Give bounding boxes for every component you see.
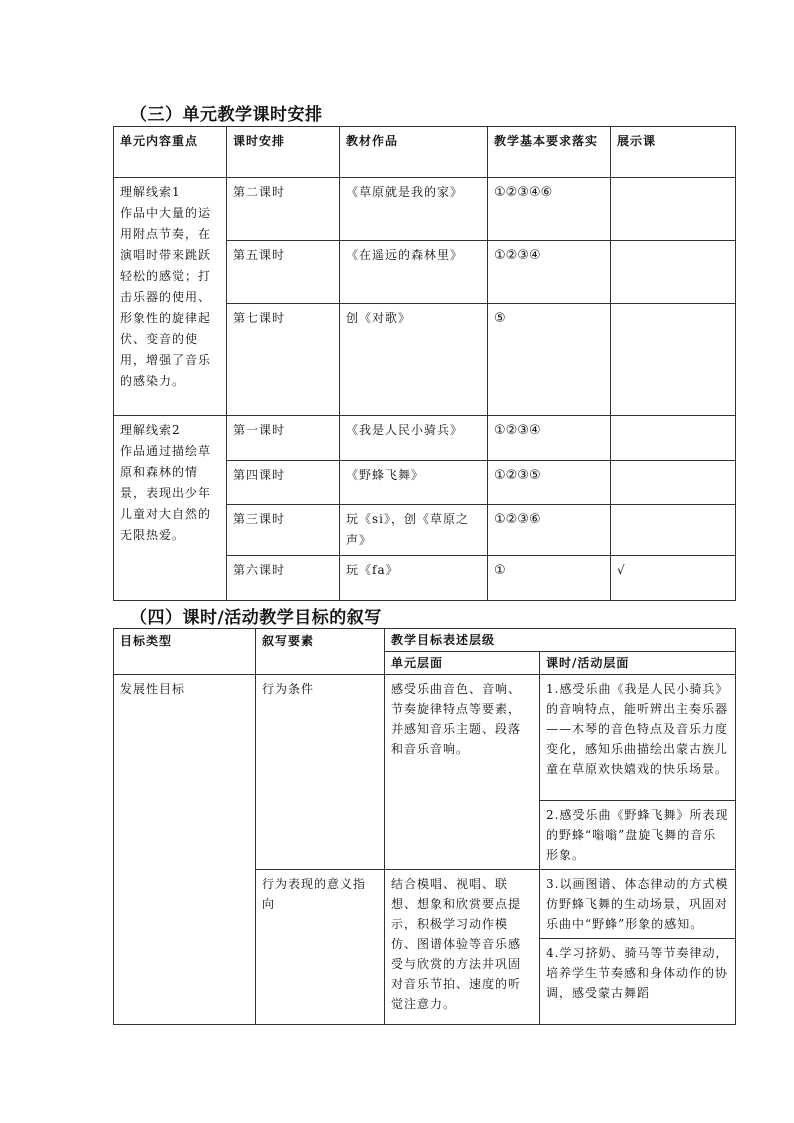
work-cell: 玩《si》，创《草原之声》 xyxy=(340,505,488,556)
lesson-level-cell: 4.学习挤奶、骑马等节奏律动，培养学生节奏感和身体动作的协调，感受蒙古舞蹈 xyxy=(540,939,736,1025)
schedule-table xyxy=(113,126,736,601)
element-cell: 行为表现的意义指向 xyxy=(256,870,385,1025)
showcase-cell xyxy=(611,304,736,416)
period-cell: 第七课时 xyxy=(227,304,340,416)
work-cell: 玩《fa》 xyxy=(340,556,488,601)
objectives-table xyxy=(113,628,736,1025)
showcase-cell: √ xyxy=(611,556,736,601)
focus-cell-2: 理解线索2 作品通过描绘草原和森林的情景，表现出少年儿童对大自然的无限热爱。 xyxy=(114,416,227,601)
requirement-cell: ①②③⑥ xyxy=(488,505,611,556)
work-cell: 《在遥远的森林里》 xyxy=(340,241,488,304)
lesson-level-cell: 2.感受乐曲《野蜂飞舞》所表现的野蜂“嗡嗡”盘旋飞舞的音乐形象。 xyxy=(540,801,736,870)
requirement-cell: ①②③④ xyxy=(488,241,611,304)
section3-title: （三）单元教学课时安排 xyxy=(130,105,323,125)
requirement-cell: ①②③④ xyxy=(488,416,611,461)
requirement-cell: ① xyxy=(488,556,611,601)
unit-level-cell: 结合模唱、视唱、联想、想象和欣赏要点提示，积极学习动作模仿、图谱体验等音乐感受与欣赏的方法并巩固对音乐节拍、速度的听觉注意力。 xyxy=(385,870,540,1025)
requirement-cell: ⑤ xyxy=(488,304,611,416)
header-elements: 叙写要素 xyxy=(256,629,385,675)
showcase-cell xyxy=(611,241,736,304)
goal-type-cell: 发展性目标 xyxy=(114,675,256,1025)
header-lesson-level: 课时/活动层面 xyxy=(540,652,736,675)
requirement-cell: ①②③⑤ xyxy=(488,461,611,505)
period-cell: 第五课时 xyxy=(227,241,340,304)
showcase-cell xyxy=(611,416,736,461)
header-unit-level: 单元层面 xyxy=(385,652,540,675)
period-cell: 第四课时 xyxy=(227,461,340,505)
period-cell: 第一课时 xyxy=(227,416,340,461)
lesson-level-cell: 3.以画图谱、体态律动的方式模仿野蜂飞舞的生动场景，巩固对乐曲中“野蜂”形象的感知。 xyxy=(540,870,736,939)
header-focus: 单元内容重点 xyxy=(114,127,227,178)
unit-level-cell: 感受乐曲音色、音响、节奏旋律特点等要素，并感知音乐主题、段落和音乐音响。 xyxy=(385,675,540,870)
showcase-cell xyxy=(611,461,736,505)
work-cell: 创《对歌》 xyxy=(340,304,488,416)
showcase-cell xyxy=(611,178,736,241)
header-showcase: 展示课 xyxy=(611,127,736,178)
showcase-cell xyxy=(611,505,736,556)
header-period: 课时安排 xyxy=(227,127,340,178)
requirement-cell: ①②③④⑥ xyxy=(488,178,611,241)
section4-title: （四）课时/活动教学目标的叙写 xyxy=(130,608,382,628)
period-cell: 第六课时 xyxy=(227,556,340,601)
header-requirement: 教学基本要求落实 xyxy=(488,127,611,178)
element-cell: 行为条件 xyxy=(256,675,385,870)
work-cell: 《野蜂飞舞》 xyxy=(340,461,488,505)
header-work: 教材作品 xyxy=(340,127,488,178)
lesson-level-cell: 1.感受乐曲《我是人民小骑兵》的音响特点，能听辨出主奏乐器——木琴的音色特点及音乐力度变化，感知乐曲描绘出蒙古族儿童在草原欢快嬉戏的快乐场景。 xyxy=(540,675,736,801)
period-cell: 第二课时 xyxy=(227,178,340,241)
header-goal-type: 目标类型 xyxy=(114,629,256,675)
focus-cell-1: 理解线索1 作品中大量的运用附点节奏，在演唱时带来跳跃轻松的感觉；打击乐器的使用、形象性的旋律起伏、变音的使用，增强了音乐的感染力。 xyxy=(114,178,227,416)
period-cell: 第三课时 xyxy=(227,505,340,556)
work-cell: 《我是人民小骑兵》 xyxy=(340,416,488,461)
work-cell: 《草原就是我的家》 xyxy=(340,178,488,241)
header-levels: 教学目标表述层级 xyxy=(385,629,736,652)
